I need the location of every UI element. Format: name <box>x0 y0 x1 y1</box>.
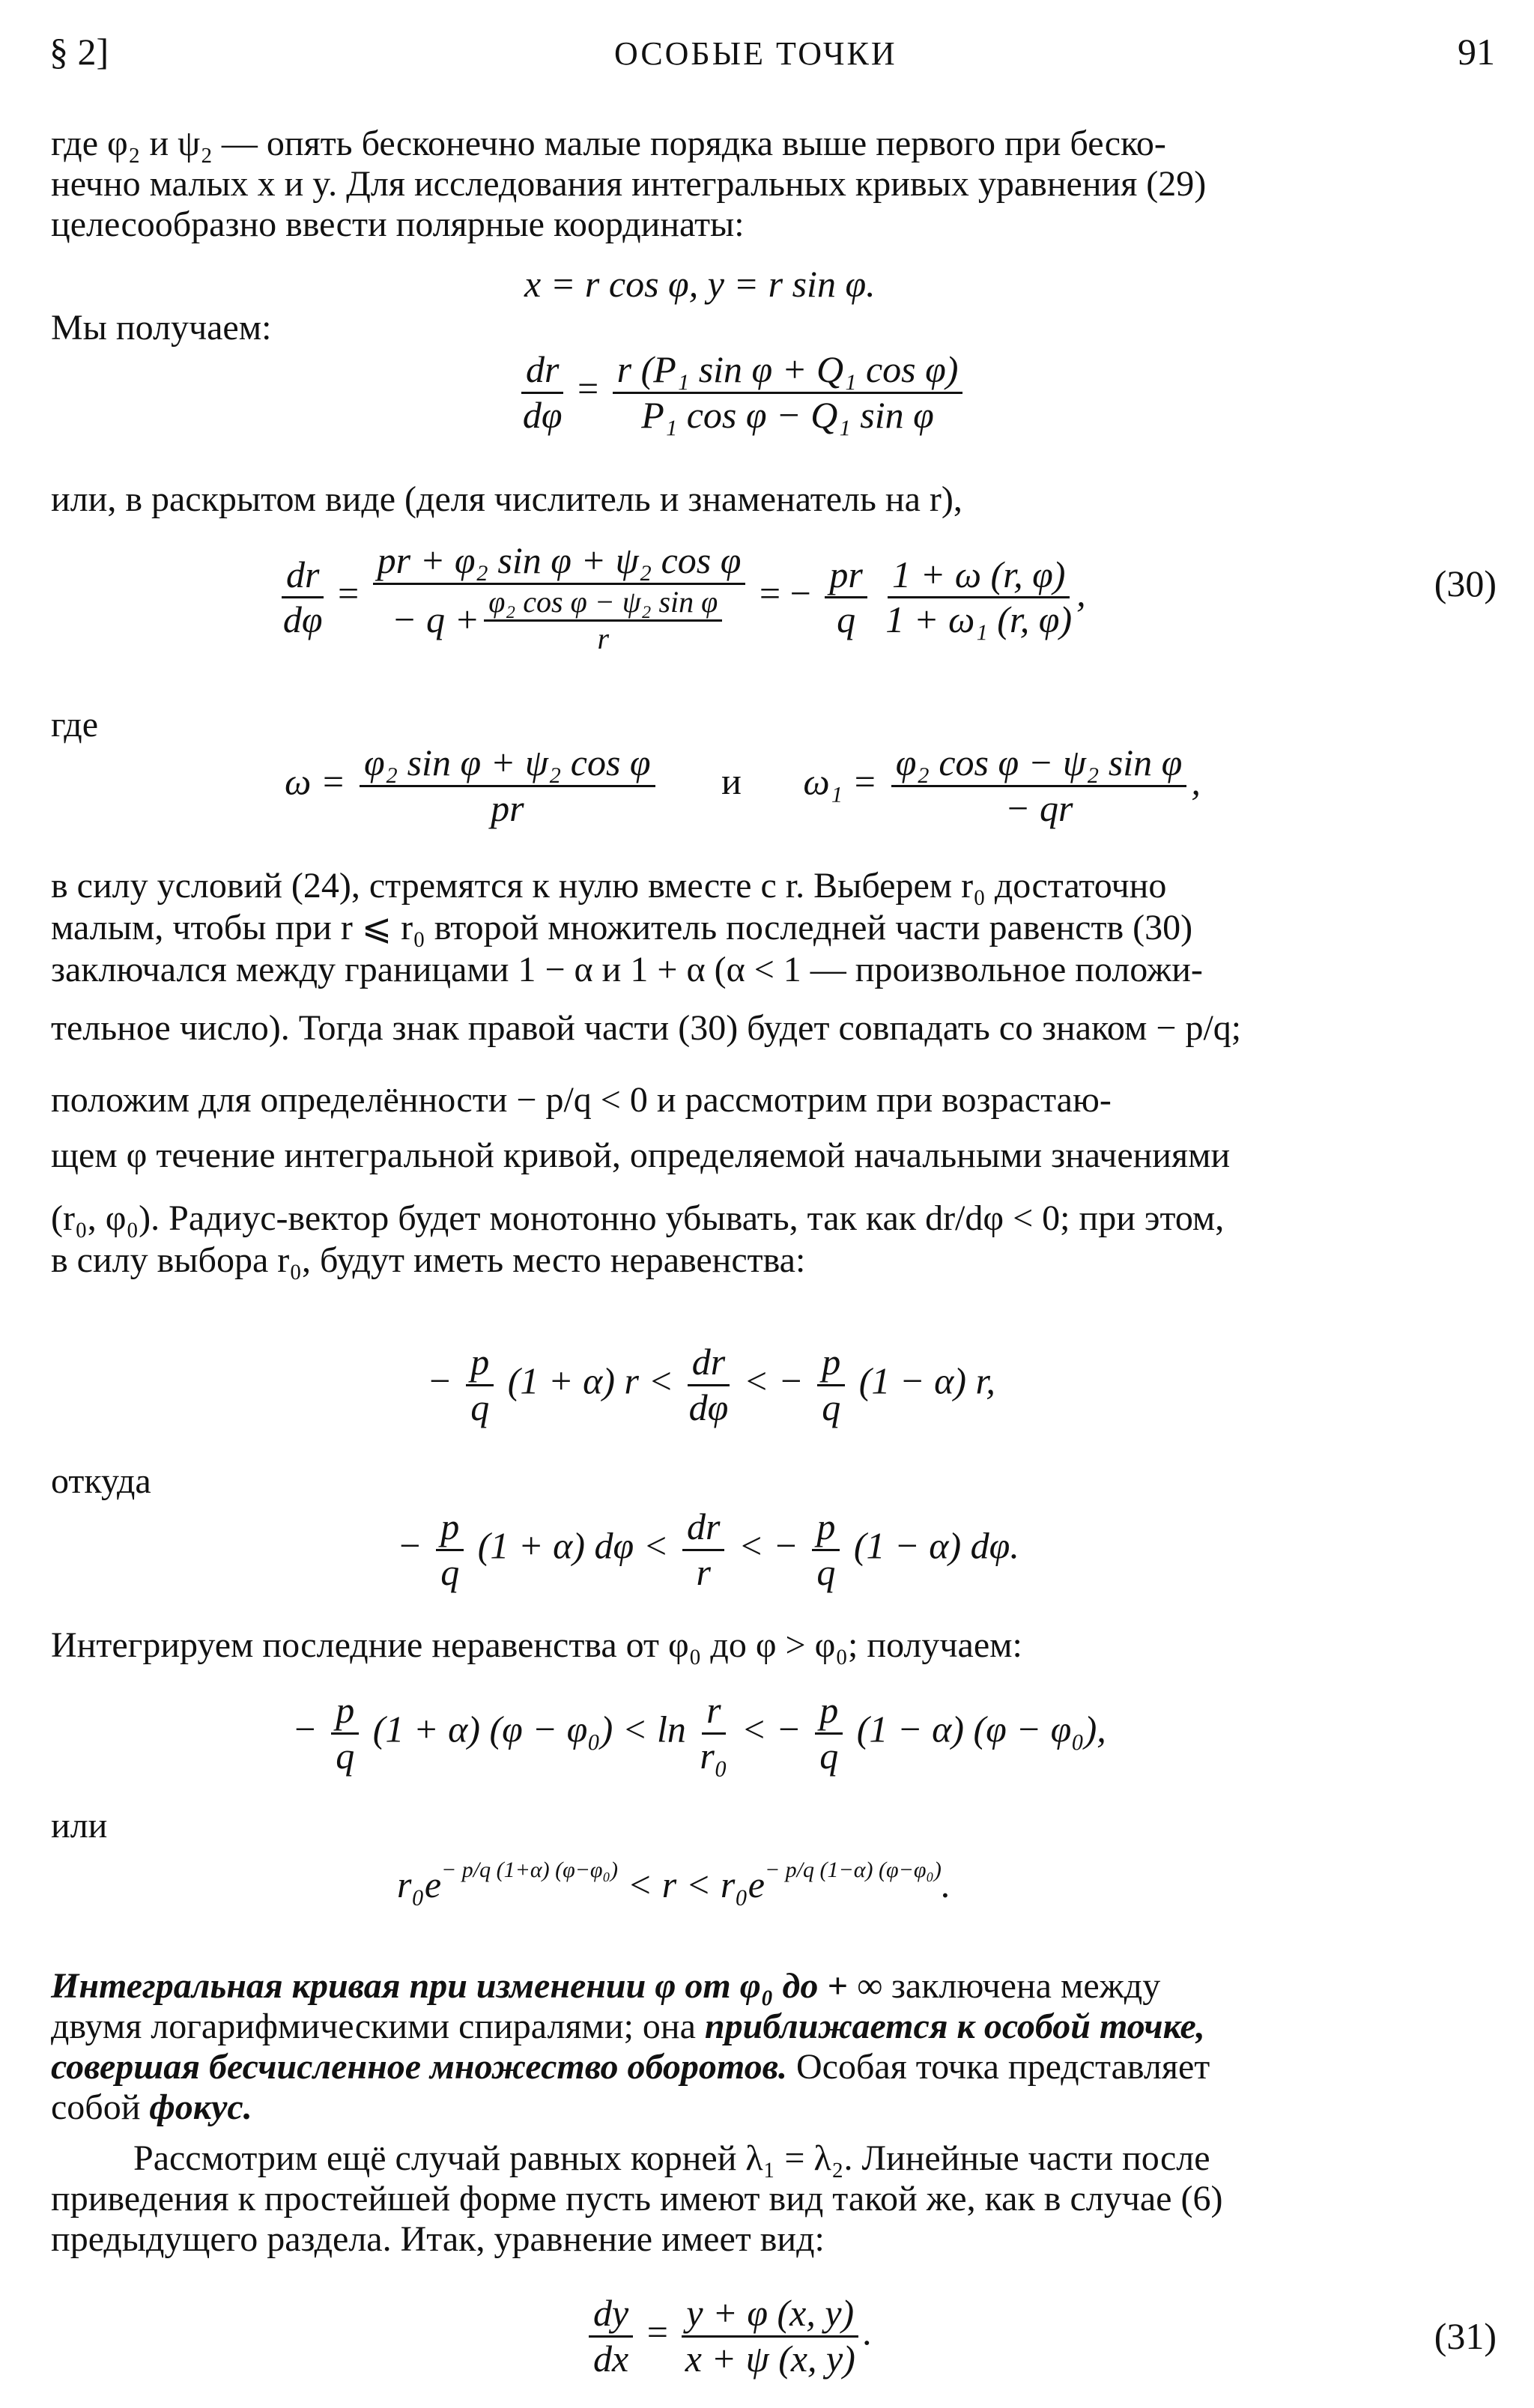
equation-omega: ω = $\frac{\text{φ₂ sin φ + ψ₂ cos φ}}{pr}$ и ω₁ = $\frac{\text{φ₂ cos φ − ψ₂ sin φ}}{- qr}$ , <box>285 741 1201 829</box>
equation-polar: x = r cos φ, y = r sin φ. <box>524 263 876 305</box>
fraction-dr-dphi-30: $\frac{dr}{d\varphi}$ <box>282 553 323 641</box>
fraction-dr-r: $\frac{dr}{r}$ <box>682 1505 724 1594</box>
fraction-dr-dphi: $\frac{dr}{d\varphi}$ <box>522 348 563 436</box>
inequality-exponential: $r_0e^{- p/q (1+\alpha) (\varphi-\varphi_0)} < r < r_0e^{- p/q (1-\alpha) (\varphi-\varphi_0)}$. <box>397 1857 951 1905</box>
label-whence: откуда <box>51 1461 151 1501</box>
paragraph-4: Интегрируем последние неравенства от φ₀ до φ > φ₀; получаем: <box>51 1625 1022 1665</box>
paragraph-6: Рассмотрим ещё случай равных корней λ₁ = λ₂. Линейные части после приведения к простейшей форме пусть имеют вид такой же, как в случае (6) предыдущего раздела. Итак, уравнение имеет вид: <box>51 2138 1223 2259</box>
label-or: или <box>51 1806 108 1846</box>
fraction-omega1: $\frac{\text{φ₂ cos φ − ψ₂ sin φ}}{- qr}$ <box>891 741 1187 830</box>
running-title: ОСОБЫЕ ТОЧКИ <box>614 35 897 72</box>
section-marker: § 2] <box>49 31 109 73</box>
paragraph-3: в силу условий (24), стремятся к нулю вместе с r. Выберем r₀ достаточно малым, чтобы при r ⩽ r₀ второй множитель последней части равенств (30) заключался между границами 1 − α и 1 + α (α < 1 — произвольное положи- тельное число). Тогда знак правой части (30) будет совпадать со знаком − p/q; положим для определённости − p/q < 0 и рассмотрим при возрастаю- щем φ течение интегральной кривой, определяемой начальными значениями (r₀, φ₀). Радиус-вектор будет монотонно убывать, так как dr/dφ < 0; при этом, в силу выбора r₀, будут иметь место неравенства: <box>51 866 1242 1280</box>
fraction-p-q-2: $\frac{p}{q}$ <box>817 1341 845 1429</box>
paragraph-1 <box>51 124 1494 245</box>
label-we-get: Мы получаем: <box>51 308 272 348</box>
fraction-p-q-3: $\frac{p}{q}$ <box>436 1505 464 1594</box>
fraction-compound: pr + φ₂ sin φ + ψ₂ cos φ − q + $\frac{\text{φ₂ cos φ − ψ₂ sin φ}}{r}$ <box>373 539 746 656</box>
fraction-inner: $\frac{\text{φ₂ cos φ − ψ₂ sin φ}}{r}$ <box>484 585 722 656</box>
fraction-p-q-5: $\frac{p}{q}$ <box>331 1689 359 1777</box>
fraction-p-q: $\frac{p}{q}$ <box>466 1341 494 1429</box>
fraction-polar-rhs: $\frac{\text{r (P₁ sin φ + Q₁ cos φ)}}{\text{P₁ cos φ − Q₁ sin φ}}$ <box>613 348 963 437</box>
inequality-2: − $\frac{p}{q}$ (1 + α) dφ < $\frac{dr}{r}$ < − $\frac{p}{q}$ (1 − α) dφ. <box>397 1505 1019 1593</box>
inequality-3: − $\frac{p}{q}$ (1 + α) (φ − φ₀) < ln $\frac{r}{\text{r₀}}$ < − $\frac{p}{q}$ (1 − α) (φ − φ₀), <box>292 1689 1106 1777</box>
fraction-r-r0: $\frac{r}{\text{r₀}}$ <box>700 1689 728 1777</box>
p1-line-3: целесообразно ввести полярные координаты: <box>51 204 745 244</box>
p1-line-1: где φ₂ и ψ₂ — опять бесконечно малые порядка выше первого при беско- <box>51 124 1166 163</box>
equation-dr-dphi: $\frac{dr}{d\varphi}$ = $\frac{\text{r (P₁ sin φ + Q₁ cos φ)}}{\text{P₁ cos φ − Q₁ sin φ}}$ <box>517 348 967 437</box>
equation-number-30: (30) <box>1434 562 1497 604</box>
fraction-eq31-rhs: $\frac{y + \varphi (x, y)}{x + \psi (x, y)}$ <box>682 2292 858 2380</box>
label-where: где <box>51 705 99 744</box>
fraction-p-q-4: $\frac{p}{q}$ <box>812 1505 840 1594</box>
fraction-omega-ratio: $\frac{1 + \omega (r, \varphi)}{\text{1 + ω₁ (r, φ)}}$ <box>885 553 1073 641</box>
fraction-omega: $\frac{\text{φ₂ sin φ + ψ₂ cos φ}}{pr}$ <box>360 741 655 830</box>
exponent-right: − p/q (1−α) (φ−φ₀) <box>764 1857 942 1882</box>
equation-31: $\frac{dy}{dx}$ = $\frac{y + \varphi (x, y)}{x + \psi (x, y)}$ . <box>584 2292 873 2380</box>
equation-30: $\frac{dr}{d\varphi}$ = pr + φ₂ sin φ + ψ₂ cos φ − q + $\frac{\text{φ₂ cos φ − ψ₂ sin φ}}{r}$ = − $\frac{pr}{q}$ $\frac{1 + \omega (r, \varphi)}{\text{1 + ω₁ (r, φ)}}$ , <box>282 539 1086 655</box>
equation-number-31: (31) <box>1434 2315 1497 2357</box>
fraction-pr-q: $\frac{pr}{q}$ <box>825 554 867 642</box>
page-number: 91 <box>1458 31 1495 73</box>
paragraph-5: Интегральная кривая при изменении φ от φ₀ до + ∞ заключена между двумя логарифмическими спиралями; она приближается к особой точке, совершая бесчисленное множество оборотов. Особая точка представляет собой фокус. <box>51 1966 1210 2127</box>
exponent-left: − p/q (1+α) (φ−φ₀) <box>441 1857 618 1882</box>
inequality-1: − $\frac{p}{q}$ (1 + α) r < $\frac{dr}{d\varphi}$ < − $\frac{p}{q}$ (1 − α) r, <box>427 1341 995 1428</box>
fraction-dy-dx: $\frac{dy}{dx}$ <box>589 2292 633 2380</box>
paragraph-2: или, в раскрытом виде (деля числитель и знаменатель на r), <box>51 479 962 519</box>
fraction-p-q-6: $\frac{p}{q}$ <box>815 1689 843 1777</box>
fraction-dr-dphi-ineq: $\frac{dr}{d\varphi}$ <box>688 1341 729 1428</box>
p1-line-2: нечно малых x и y. Для исследования интегральных кривых уравнения (29) <box>51 164 1207 204</box>
